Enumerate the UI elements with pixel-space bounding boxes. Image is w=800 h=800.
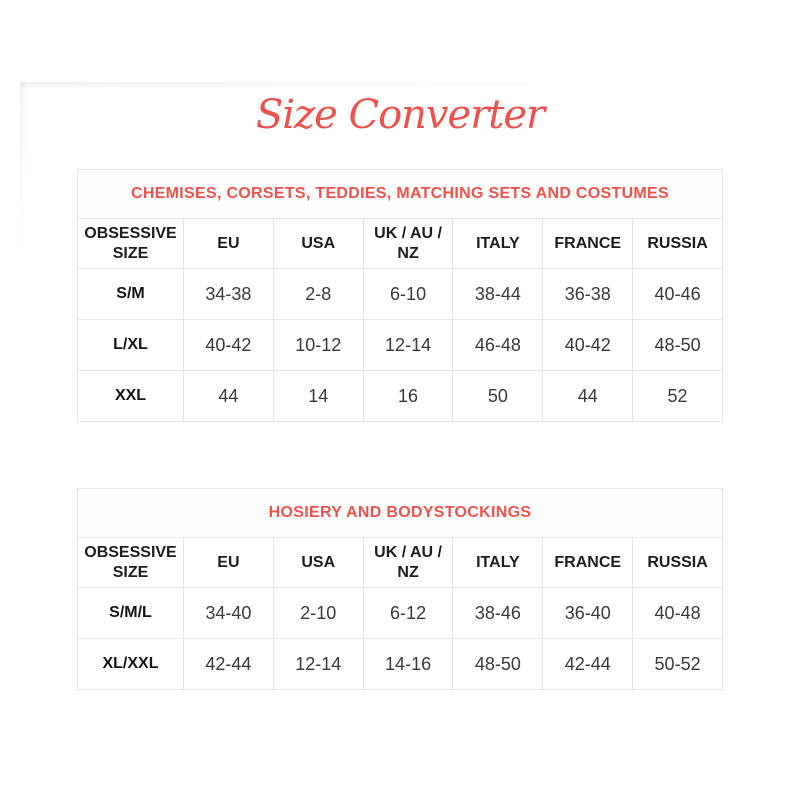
size-cell: 34-40	[184, 588, 274, 639]
size-cell: 50-52	[633, 639, 723, 690]
page-title: Size Converter	[255, 92, 545, 138]
size-cell: 40-48	[633, 588, 723, 639]
size-cell: 52	[633, 371, 723, 422]
column-header: USA	[273, 538, 363, 588]
column-header: USA	[273, 219, 363, 269]
size-cell: 2-10	[273, 588, 363, 639]
header-row	[78, 538, 723, 588]
size-cell: 44	[184, 371, 274, 422]
table-title: HOSIERY AND BODYSTOCKINGS	[78, 489, 723, 538]
size-cell: 14	[273, 371, 363, 422]
size-cell: 42-44	[184, 639, 274, 690]
row-label: S/M/L	[78, 588, 184, 639]
row-label: XL/XXL	[78, 639, 184, 690]
size-cell: 40-42	[184, 320, 274, 371]
size-cell: 12-14	[273, 639, 363, 690]
row-label: L/XL	[78, 320, 184, 371]
column-header: ITALY	[453, 219, 543, 269]
size-cell: 50	[453, 371, 543, 422]
column-header: UK / AU / NZ	[363, 219, 453, 269]
size-cell: 46-48	[453, 320, 543, 371]
row-label: XXL	[78, 371, 184, 422]
content-panel-top-edge	[20, 82, 800, 90]
column-header: ITALY	[453, 538, 543, 588]
column-header: FRANCE	[543, 219, 633, 269]
hosiery-bodystockings-size-table	[77, 488, 723, 690]
column-header: OBSESSIVE SIZE	[78, 219, 184, 269]
table-title: CHEMISES, CORSETS, TEDDIES, MATCHING SETS AND COSTUMES	[78, 170, 723, 219]
size-row	[78, 639, 723, 690]
column-header: FRANCE	[543, 538, 633, 588]
size-cell: 42-44	[543, 639, 633, 690]
size-cell: 36-38	[543, 269, 633, 320]
size-cell: 40-46	[633, 269, 723, 320]
size-cell: 6-10	[363, 269, 453, 320]
size-cell: 34-38	[184, 269, 274, 320]
size-cell: 14-16	[363, 639, 453, 690]
size-cell: 2-8	[273, 269, 363, 320]
size-row	[78, 320, 723, 371]
size-cell: 36-40	[543, 588, 633, 639]
size-cell: 12-14	[363, 320, 453, 371]
size-cell: 10-12	[273, 320, 363, 371]
size-cell: 16	[363, 371, 453, 422]
size-cell: 48-50	[633, 320, 723, 371]
header-row	[78, 219, 723, 269]
size-row	[78, 371, 723, 422]
column-header: RUSSIA	[633, 538, 723, 588]
size-row	[78, 588, 723, 639]
column-header: EU	[184, 538, 274, 588]
row-label: S/M	[78, 269, 184, 320]
column-header: UK / AU / NZ	[363, 538, 453, 588]
size-cell: 40-42	[543, 320, 633, 371]
size-cell: 44	[543, 371, 633, 422]
size-cell: 6-12	[363, 588, 453, 639]
chemises-corsets-size-table	[77, 169, 723, 422]
size-cell: 38-46	[453, 588, 543, 639]
column-header: OBSESSIVE SIZE	[78, 538, 184, 588]
column-header: EU	[184, 219, 274, 269]
size-cell: 48-50	[453, 639, 543, 690]
size-cell: 38-44	[453, 269, 543, 320]
size-row	[78, 269, 723, 320]
column-header: RUSSIA	[633, 219, 723, 269]
